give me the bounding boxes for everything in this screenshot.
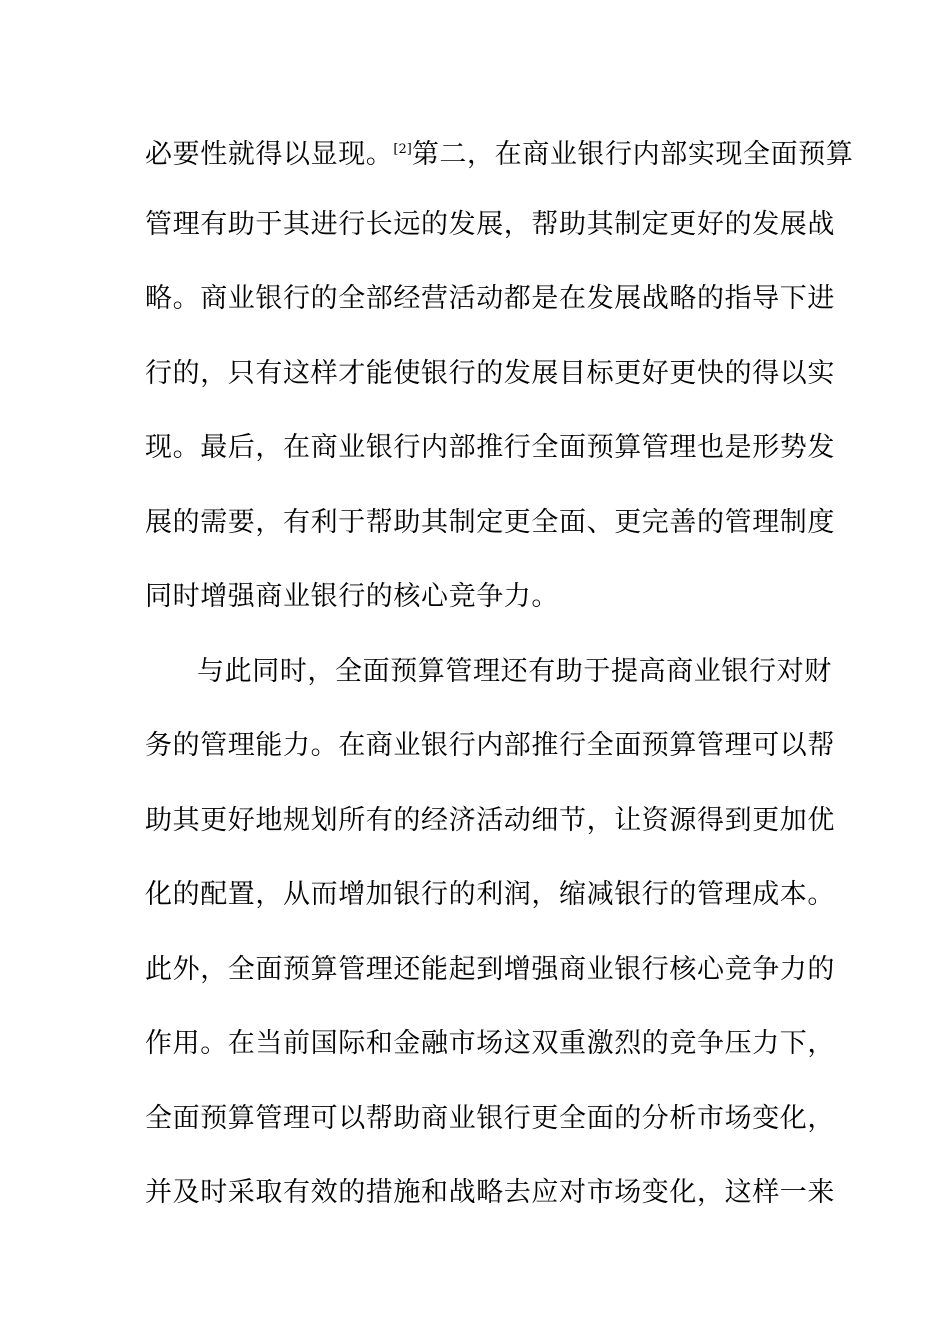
text-line: 同时增强商业银行的核心竞争力。 xyxy=(145,581,559,612)
text-line: 全面预算管理可以帮助商业银行更全面的分析市场变化， xyxy=(145,1102,835,1134)
paragraph xyxy=(145,652,835,1248)
text-line: 行的，只有这样才能使银行的发展目标更好更快的得以实 xyxy=(145,357,835,389)
text-line: 与此同时，全面预算管理还有助于提高商业银行对财 xyxy=(197,655,832,687)
text-line: 作用。在当前国际和金融市场这双重激烈的竞争压力下， xyxy=(145,1028,835,1059)
body-text xyxy=(145,130,854,1248)
reference-marker: [2] xyxy=(393,142,412,157)
paragraph-continuation xyxy=(145,130,854,652)
text-line: 管理有助于其进行长远的发展，帮助其制定更好的发展战 xyxy=(145,208,835,240)
text-line: 并及时采取有效的措施和战略去应对市场变化，这样一来 xyxy=(145,1177,835,1208)
text-line: 助其更好地规划所有的经济活动细节，让资源得到更加优 xyxy=(145,804,835,836)
text-segment: 必要性就得以显现。 xyxy=(145,139,394,170)
text-line: 现。最后，在商业银行内部推行全面预算管理也是形势发 xyxy=(145,432,835,463)
text-line: 此外，全面预算管理还能起到增强商业银行核心竞争力的 xyxy=(145,953,835,985)
text-line: 略。商业银行的全部经营活动都是在发展战略的指导下进 xyxy=(145,283,835,314)
text-line xyxy=(145,130,854,205)
text-segment: 第二，在商业银行内部实现全面预算 xyxy=(411,139,854,170)
text-line: 展的需要，有利于帮助其制定更全面、更完善的管理制度 xyxy=(145,506,835,538)
text-line: 化的配置，从而增加银行的利润，缩减银行的管理成本。 xyxy=(145,879,835,910)
text-line: 务的管理能力。在商业银行内部推行全面预算管理可以帮 xyxy=(145,730,835,761)
